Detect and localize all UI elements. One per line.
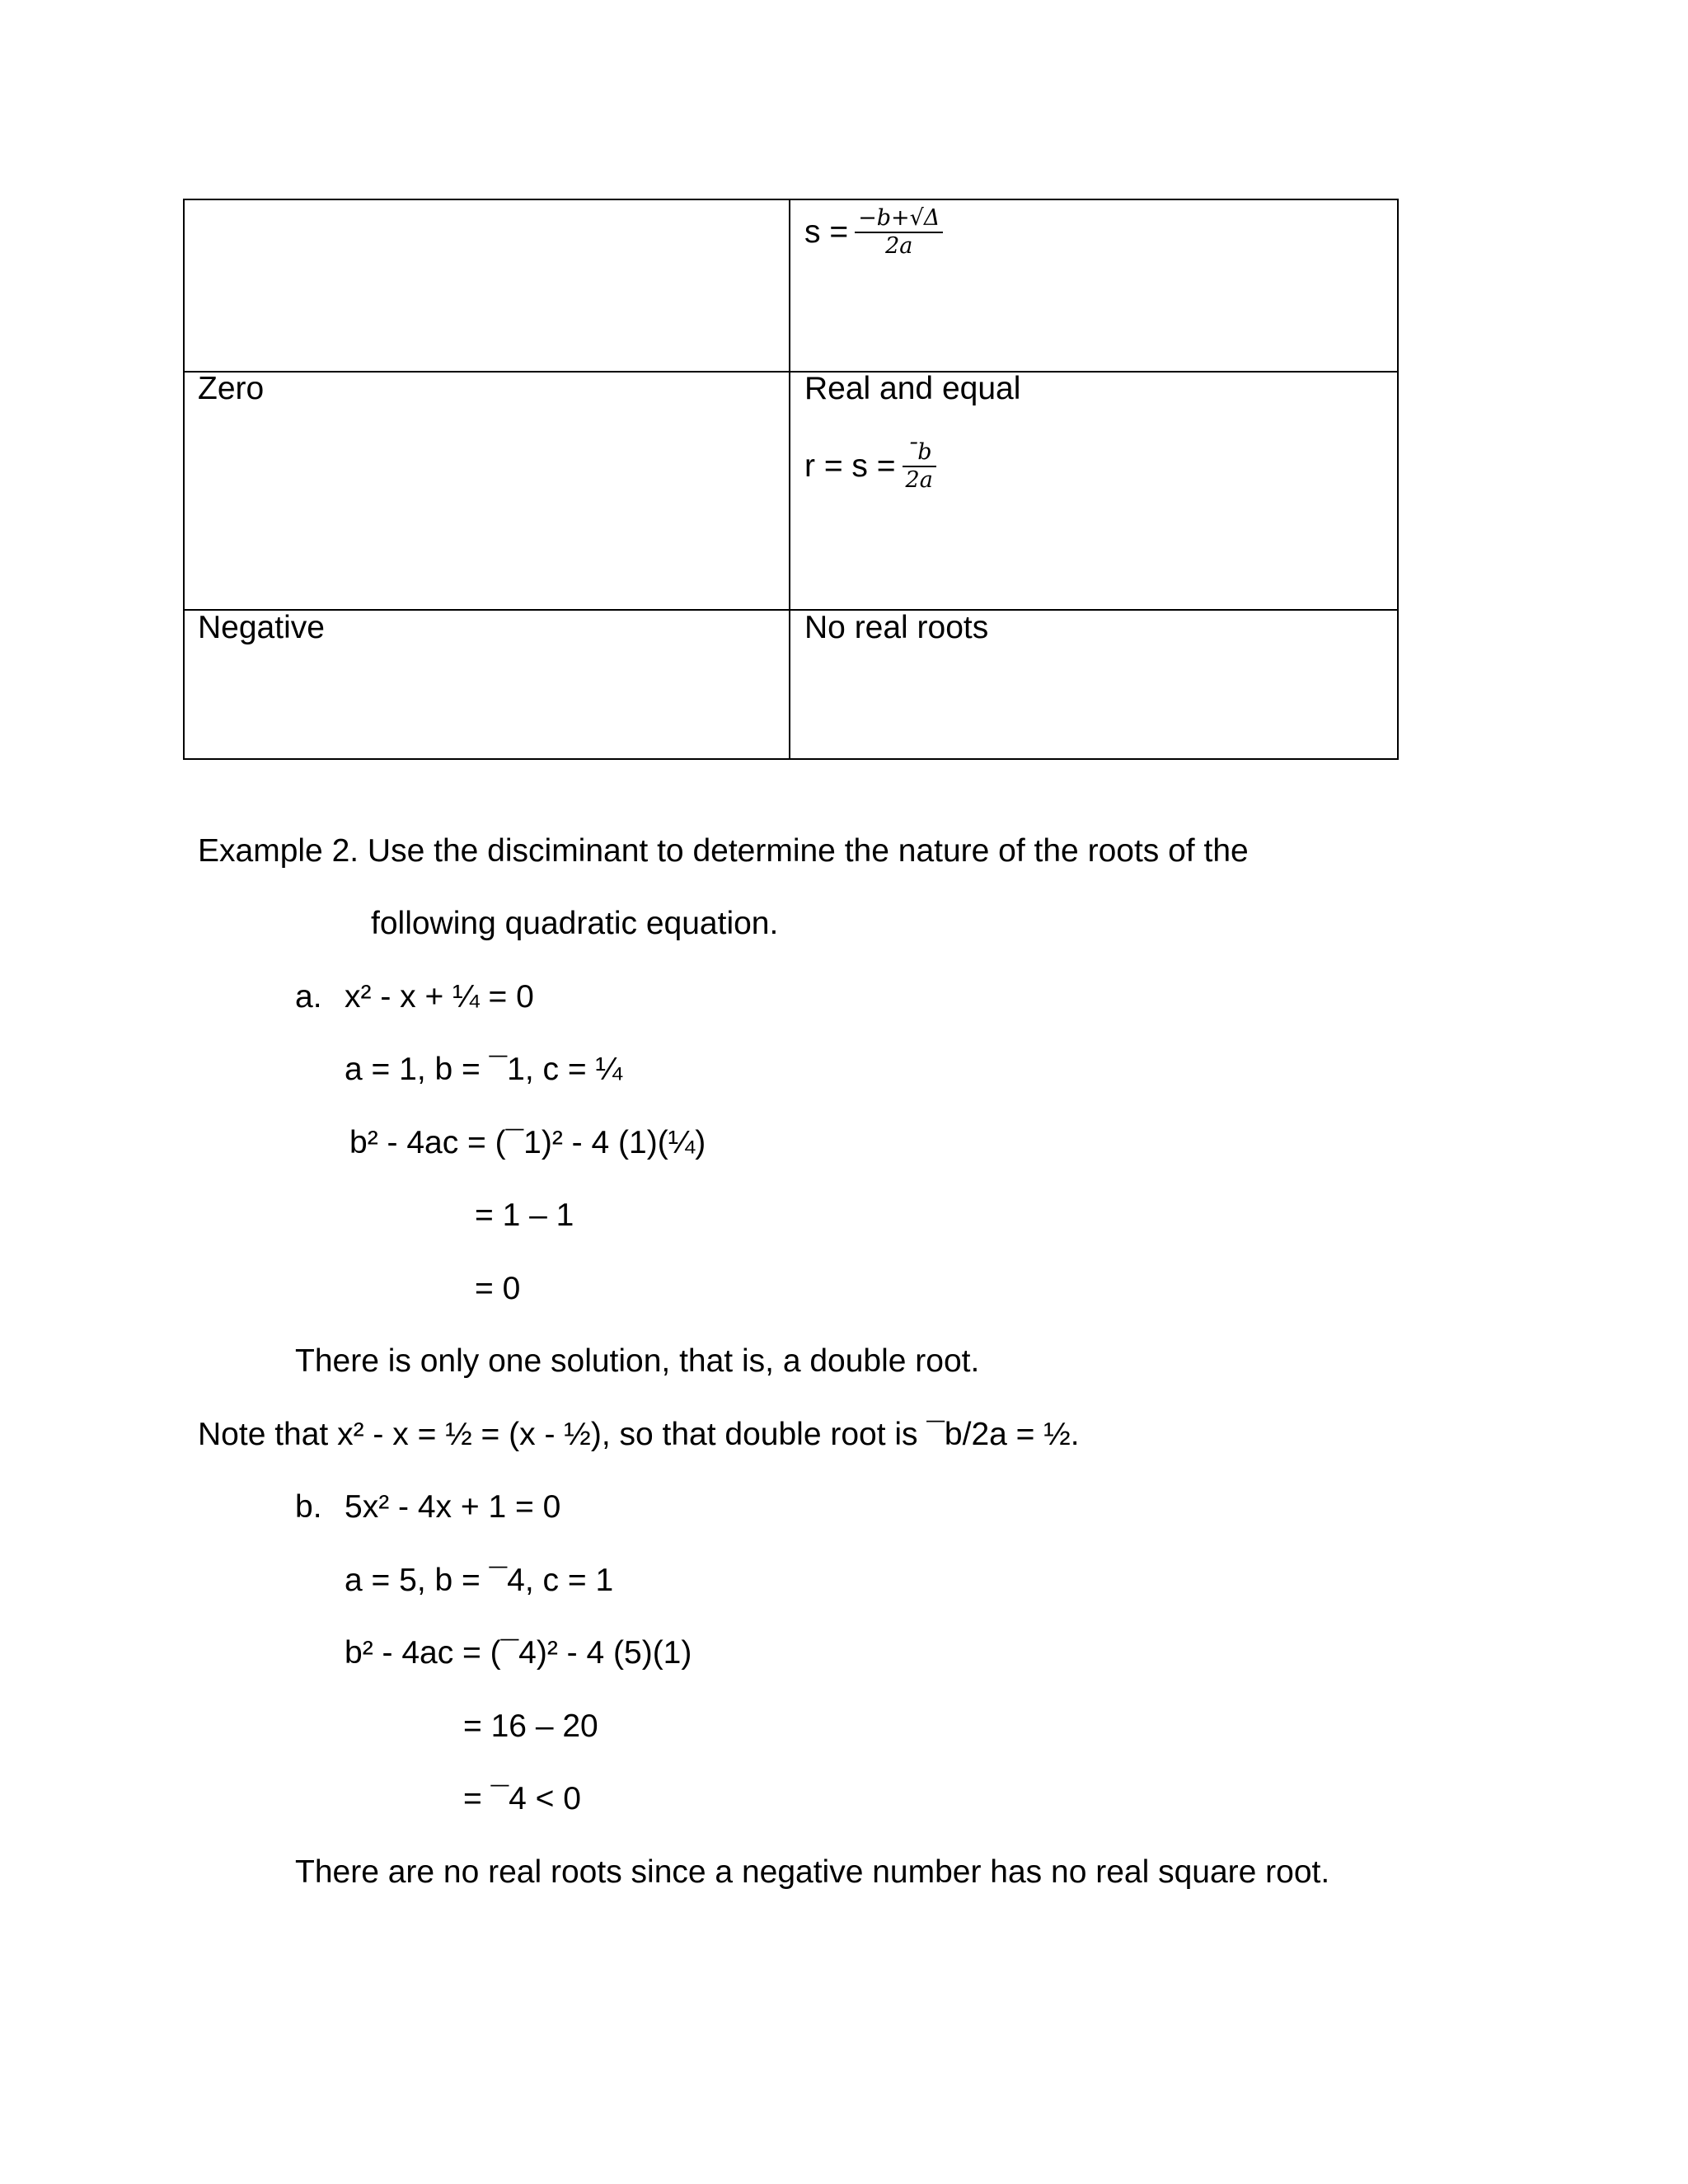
row-zero-label: Zero: [198, 371, 265, 406]
formula-s-lhs: s =: [804, 214, 849, 250]
formula-r-fraction: [903, 439, 936, 494]
example-heading-continued: following quadratic equation.: [371, 906, 779, 941]
formula-s-fraction: [855, 205, 943, 260]
part-a-note: Note that x² - x = ½ = (x - ½), so that double root is ¯b/2a = ½.: [198, 1417, 1080, 1452]
table-row-divider: [185, 371, 1397, 373]
formula-s-denominator: 2a: [885, 233, 913, 259]
example-heading: Example 2. Use the disciminant to determine the nature of the roots of the: [198, 833, 1249, 869]
row-negative-result: No real roots: [804, 610, 989, 645]
row-negative-label: Negative: [198, 610, 325, 645]
formula-r-lhs: r = s =: [804, 448, 896, 484]
part-b-conclusion: There are no real roots since a negative number has no real square root.: [295, 1854, 1330, 1890]
row-zero-result: Real and equal: [804, 371, 1021, 406]
part-a-coefficients: a = 1, b = ¯1, c = ¼: [345, 1052, 623, 1087]
formula-r-equals-s: [804, 439, 936, 494]
discriminant-table: [183, 199, 1399, 760]
formula-s-numerator: −b+√Δ: [858, 205, 940, 231]
part-a-label: a.: [295, 979, 322, 1015]
part-a-step: = 1 – 1: [475, 1197, 574, 1233]
formula-r-denominator: 2a: [905, 467, 933, 493]
part-b-equation: 5x² - 4x + 1 = 0: [345, 1489, 561, 1525]
part-b-label: b.: [295, 1489, 322, 1525]
table-column-divider: [789, 200, 790, 758]
table-row-divider: [185, 609, 1397, 611]
part-a-result: = 0: [475, 1271, 521, 1306]
part-b-result: = ¯4 < 0: [463, 1781, 581, 1816]
part-a-equation: x² - x + ¼ = 0: [345, 979, 534, 1015]
part-a-discriminant: b² - 4ac = (¯1)² - 4 (1)(¼): [349, 1125, 706, 1160]
part-a-conclusion: There is only one solution, that is, a double root.: [295, 1343, 980, 1379]
formula-s: [804, 205, 943, 260]
formula-r-numerator: ¯b: [906, 439, 932, 465]
part-b-discriminant: b² - 4ac = (¯4)² - 4 (5)(1): [345, 1635, 692, 1671]
part-b-coefficients: a = 5, b = ¯4, c = 1: [345, 1563, 614, 1598]
part-b-step: = 16 – 20: [463, 1708, 598, 1744]
